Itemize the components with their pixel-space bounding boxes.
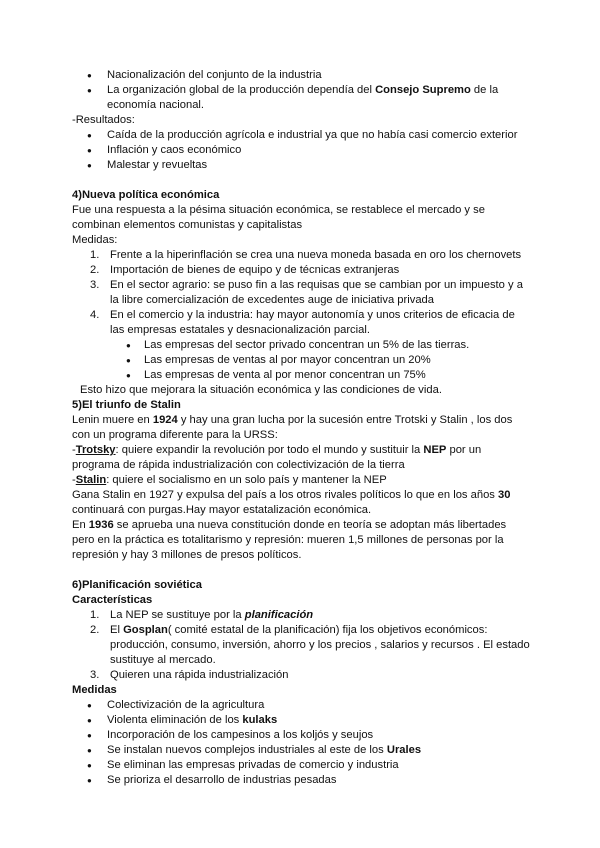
list-item: ● Se instalan nuevos complejos industriales al este de los Urales bbox=[72, 743, 532, 758]
list-item: ● Se prioriza el desarrollo de industrias pesadas bbox=[72, 773, 532, 788]
numbered-item: 3. Quieren una rápida industrialización bbox=[90, 669, 289, 681]
numbered-item: 2. El Gosplan( comité estatal de la planificación) fija los objetivos económicos: bbox=[90, 624, 488, 636]
paragraph-line: represión y hay 3 millones de presos políticos. bbox=[72, 549, 302, 561]
list-item: ● Malestar y revueltas bbox=[72, 158, 532, 173]
list-item: ● Colectivización de la agricultura bbox=[72, 698, 532, 713]
list-item: ● Caída de la producción agrícola e industrial ya que no había casi comercio exterior bbox=[72, 128, 532, 143]
medidas-label: Medidas: bbox=[72, 234, 118, 246]
section-heading: 6)Planificación soviética bbox=[72, 579, 202, 591]
paragraph-line: Lenin muere en 1924 y hay una gran lucha por la sucesión entre Trotski y Stalin , los dos bbox=[72, 414, 513, 426]
paragraph-line: Esto hizo que mejorara la situación económica y las condiciones de vida. bbox=[80, 384, 442, 396]
paragraph-line: Gana Stalin en 1927 y expulsa del país a los otros rivales políticos lo que en los años 30 bbox=[72, 489, 511, 501]
section-heading: 4)Nueva política económica bbox=[72, 189, 220, 201]
subsection-heading: Medidas bbox=[72, 684, 117, 696]
paragraph-line: pero en la práctica es totalitarismo y represión: mueren 1,5 millones de personas por la bbox=[72, 534, 504, 546]
list-item: ● Inflación y caos económico bbox=[72, 143, 532, 158]
numbered-item: 2. Importación de bienes de equipo y de técnicas extranjeras bbox=[90, 264, 400, 276]
paragraph-line: -Stalin: quiere el socialismo en un solo país y mantener la NEP bbox=[72, 474, 387, 486]
numbered-item-continuation: las empresas estatales y desnacionalización parcial. bbox=[110, 324, 370, 336]
list-item-continuation: economía nacional. bbox=[107, 99, 205, 111]
sub-list-item: ● Las empresas del sector privado concentran un 5% de las tierras. bbox=[72, 338, 532, 353]
paragraph-line: continuará con purgas.Hay mayor estatalización económica. bbox=[72, 504, 372, 516]
list-item: ● La organización global de la producción dependía del Consejo Supremo de la bbox=[72, 83, 532, 98]
list-item: ● Violenta eliminación de los kulaks bbox=[72, 713, 532, 728]
sub-list-item: ● Las empresas de venta al por menor concentran un 75% bbox=[72, 368, 532, 383]
paragraph-line: En 1936 se aprueba una nueva constitución donde en teoría se adoptan más libertades bbox=[72, 519, 507, 531]
sub-list-item: ● Las empresas de ventas al por mayor concentran un 20% bbox=[72, 353, 532, 368]
paragraph-line: Fue una respuesta a la pésima situación económica, se restablece el mercado y se bbox=[72, 204, 485, 216]
document-page bbox=[72, 68, 532, 788]
numbered-item-continuation: la libre comercialización de excedentes auge de iniciativa privada bbox=[110, 294, 435, 306]
subsection-heading: Características bbox=[72, 594, 153, 606]
list-item: ● Incorporación de los campesinos a los koljós y seujos bbox=[72, 728, 532, 743]
paragraph-line: combinan elementos comunistas y capitalistas bbox=[72, 219, 303, 231]
paragraph-line: -Trotsky: quiere expandir la revolución por todo el mundo y sustituir la NEP por un bbox=[72, 444, 482, 456]
list-item: ● Nacionalización del conjunto de la industria bbox=[72, 68, 532, 83]
list-item: ● Se eliminan las empresas privadas de comercio y industria bbox=[72, 758, 532, 773]
paragraph-line: programa de rápida industrialización con colectivización de la tierra bbox=[72, 459, 405, 471]
numbered-item: 1. Frente a la hiperinflación se crea una nueva moneda basada en oro los chernovets bbox=[90, 249, 522, 261]
numbered-item: 4. En el comercio y la industria: hay mayor autonomía y unos criterios de eficacia de bbox=[90, 309, 515, 321]
resultados-label: -Resultados: bbox=[72, 114, 135, 126]
section-heading: 5)El triunfo de Stalin bbox=[72, 399, 181, 411]
numbered-item-continuation: sustituye al mercado. bbox=[110, 654, 216, 666]
paragraph-line: con un programa diferente para la URSS: bbox=[72, 429, 278, 441]
numbered-item: 1. La NEP se sustituye por la planificación bbox=[90, 609, 314, 621]
numbered-item: 3. En el sector agrario: se puso fin a las requisas que se cambian por un impuesto y a bbox=[90, 279, 523, 291]
numbered-item-continuation: producción, consumo, inversión, ahorro y los precios , salarios y recursos . El estado bbox=[110, 639, 530, 651]
